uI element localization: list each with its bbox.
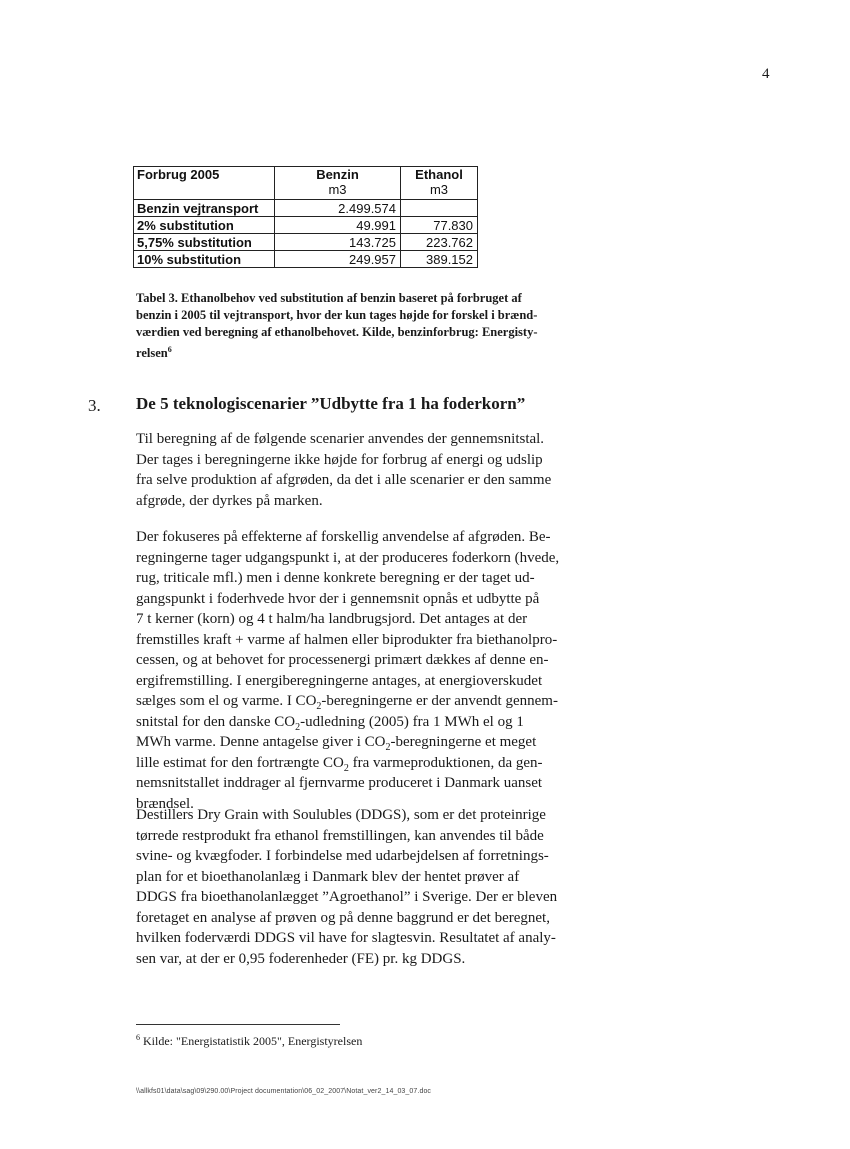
- paragraph-3: [136, 805, 606, 969]
- text-fragment: -udledning (2005) fra 1 MWh el og 1: [300, 713, 524, 730]
- file-path-footer: \\allkfs01\data\sag\09\290.00\Project documentation\06_02_2007\Notat_ver2_14_03_07.doc: [136, 1088, 432, 1095]
- footnote-divider: [136, 1024, 340, 1025]
- table-header-label: Forbrug 2005: [134, 167, 275, 200]
- text-line: plan for et bioethanolanlæg i Danmark blev der hentet prøver af: [136, 868, 520, 885]
- text-line: Destillers Dry Grain with Soulubles (DDGS), som er det proteinrige: [136, 807, 546, 823]
- text-line: sen var, at der er 0,95 foderenheder (FE) pr. kg DDGS.: [136, 950, 466, 967]
- benzin-column-name: Benzin: [316, 167, 359, 182]
- benzin-column-unit: m3: [328, 182, 347, 197]
- benzin-value: 143.725: [275, 234, 401, 251]
- ethanol-value: 389.152: [401, 251, 478, 268]
- text-line: gangspunkt i foderhvede hvor der i gennemsnit opnås et udbytte på: [136, 590, 540, 607]
- text-line: nemsnitstallet inddrager al fjernvarme produceret i Danmark uanset: [136, 775, 543, 791]
- table-row: [134, 251, 478, 268]
- table-caption: [136, 290, 596, 362]
- text-line: svine- og kvægfoder. I forbindelse med udarbejdelsen af forretnings-: [136, 848, 549, 864]
- text-line: regningerne tager udgangspunkt i, at der produceres foderkorn (hvede,: [136, 549, 560, 566]
- subscript: 2: [343, 762, 349, 774]
- table-header-row: [134, 167, 478, 200]
- text-line: foretaget en analyse af prøven og på denne baggrund er det beregnet,: [136, 909, 550, 926]
- row-label: 2% substitution: [134, 217, 275, 234]
- text-line: tørrede restprodukt fra ethanol fremstillingen, kan anvendes til både: [136, 827, 544, 844]
- text-line: ergifremstilling. I energiberegningerne antages, at energioverskudet: [136, 672, 543, 689]
- text-fragment: -beregningerne et meget: [390, 734, 537, 750]
- caption-line: [136, 341, 596, 362]
- text-line: Der fokuseres på effekterne af forskellig anvendelse af afgrøden. Be-: [136, 529, 551, 545]
- text-line: [136, 732, 606, 753]
- paragraph-2: [136, 527, 606, 814]
- text-fragment: fra varmeproduktionen, da gen-: [348, 754, 543, 771]
- caption-line: værdien ved beregning af ethanolbehovet. Kilde, benzinforbrug: Energisty-: [136, 325, 538, 339]
- table-row: [134, 217, 478, 234]
- row-label: 10% substitution: [134, 251, 275, 268]
- subscript: 2: [316, 701, 322, 712]
- table-header-benzin: [275, 167, 401, 200]
- text-fragment: lille estimat for den fortrængte CO: [136, 754, 344, 771]
- benzin-value: 249.957: [275, 251, 401, 268]
- text-line: rug, triticale mfl.) men i denne konkrete beregning er der taget ud-: [136, 570, 535, 586]
- ethanol-column-unit: m3: [429, 182, 449, 197]
- footnote-number: 6: [136, 1033, 140, 1042]
- subscript: 2: [295, 721, 301, 733]
- section-title: De 5 teknologiscenarier ”Udbytte fra 1 ha foderkorn”: [136, 394, 526, 413]
- text-line: DDGS fra bioethanolanlægget ”Agroethanol” i Sverige. Der er bleven: [136, 889, 558, 905]
- ethanol-value: 77.830: [401, 217, 478, 234]
- text-line: [136, 691, 606, 712]
- ethanol-column-name: Ethanol: [415, 167, 463, 182]
- text-line: cessen, og at behovet for processenergi primært dækkes af denne en-: [136, 652, 549, 668]
- ethanol-value: [401, 200, 478, 217]
- text-line: afgrøde, der dyrkes på marken.: [136, 492, 323, 509]
- row-label: Benzin vejtransport: [134, 200, 275, 217]
- text-fragment: sælges som el og varme. I CO: [136, 693, 317, 709]
- footnote: [136, 1033, 362, 1049]
- benzin-value: 2.499.574: [275, 200, 401, 217]
- subscript: 2: [385, 742, 391, 753]
- text-line: [136, 712, 606, 733]
- row-label: 5,75% substitution: [134, 234, 275, 251]
- text-line: fra selve produktion af afgrøden, da det i alle scenarier er den samme: [136, 472, 552, 488]
- text-line: Til beregning af de følgende scenarier anvendes der gennemsnitstal.: [136, 431, 545, 447]
- table-header-ethanol: [401, 167, 478, 200]
- caption-line: benzin i 2005 til vejtransport, hvor der kun tages højde for forskel i brænd-: [136, 308, 538, 322]
- ethanol-value: 223.762: [401, 234, 478, 251]
- benzin-value: 49.991: [275, 217, 401, 234]
- caption-line: Tabel 3. Ethanolbehov ved substitution af benzin baseret på forbruget af: [136, 291, 522, 305]
- page-number: 4: [762, 66, 770, 82]
- text-fragment: snitstal for den danske CO: [136, 713, 296, 730]
- ethanol-table: [133, 166, 478, 268]
- text-line: fremstilles kraft + varme af halmen eller biprodukter fra biethanolpro-: [136, 631, 558, 648]
- text-line: hvilken foderværdi DDGS vil have for slagtesvin. Resultatet af analy-: [136, 930, 556, 946]
- text-line: [136, 753, 606, 774]
- footnote-reference: 6: [167, 345, 172, 354]
- text-line: brændsel.: [136, 795, 194, 812]
- text-line: Der tages i beregningerne ikke højde for forbrug af energi og udslip: [136, 451, 543, 468]
- section-number: 3.: [88, 396, 101, 415]
- footnote-text: Kilde: "Energistatistik 2005", Energistyrelsen: [143, 1034, 363, 1048]
- paragraph-1: [136, 429, 606, 511]
- text-fragment: -beregningerne er der anvendt gennem-: [321, 693, 558, 709]
- text-line: 7 t kerner (korn) og 4 t halm/ha landbrugsjord. Det antages at der: [136, 611, 528, 627]
- table-row: [134, 200, 478, 217]
- text-fragment: MWh varme. Denne antagelse giver i CO: [136, 734, 386, 750]
- table-row: [134, 234, 478, 251]
- caption-last-text: relsen: [136, 346, 168, 361]
